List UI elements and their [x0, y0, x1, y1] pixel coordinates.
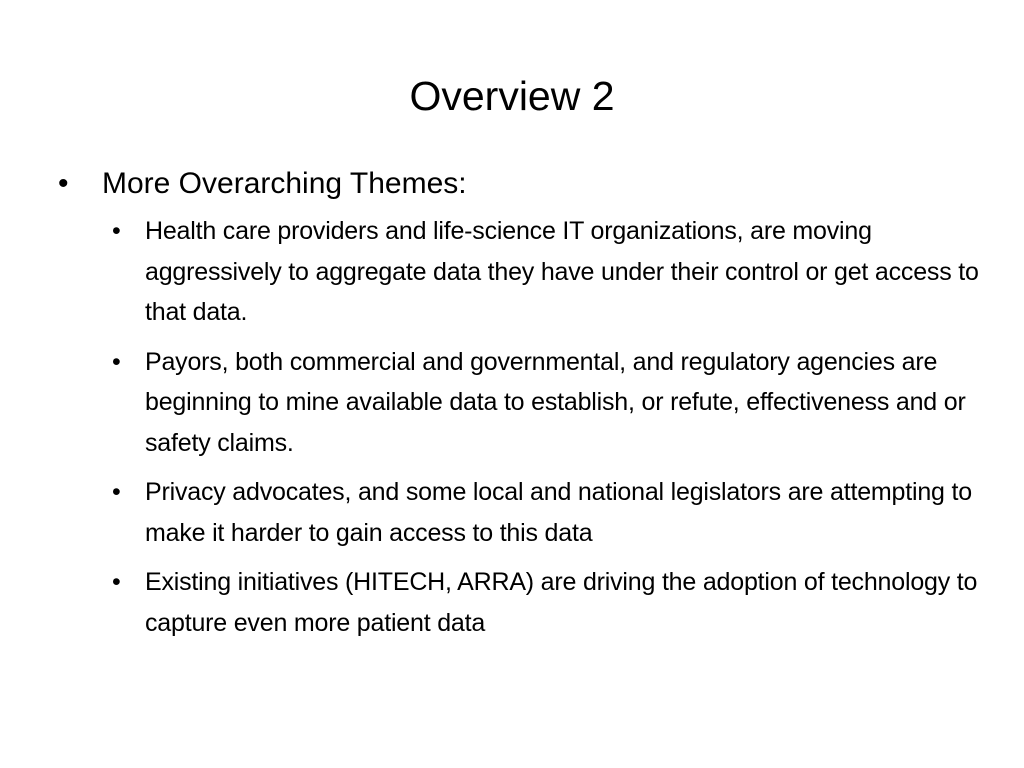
bullet-icon: •	[58, 167, 69, 200]
slide-title: Overview 2	[409, 73, 615, 119]
slide-body	[52, 163, 982, 652]
sub-bullet-item	[52, 342, 982, 464]
main-bullet-text: More Overarching Themes:	[102, 167, 467, 200]
sub-bullet-item	[52, 562, 982, 643]
sub-bullet-item	[52, 472, 982, 553]
bullet-icon: •	[112, 347, 121, 376]
sub-bullet-list	[52, 211, 982, 643]
bullet-icon: •	[112, 217, 121, 245]
bullet-icon: •	[112, 478, 121, 506]
bullet-icon: •	[112, 568, 121, 596]
sub-bullet-text: Existing initiatives (HITECH, ARRA) are driving the adoption of technology to capture even more patient data	[145, 568, 978, 637]
main-bullet-point	[52, 163, 982, 205]
sub-bullet-text: Payors, both commercial and governmental, and regulatory agencies are beginning to mine available data to establish, or refute, effectiveness and or safety claims.	[145, 347, 966, 457]
sub-bullet-text: Privacy advocates, and some local and national legislators are attempting to make it harder to gain access to this data	[145, 478, 972, 547]
sub-bullet-item	[52, 211, 982, 333]
sub-bullet-text: Health care providers and life-science IT organizations, are moving aggressively to aggregate data they have under their control or get access to that data.	[145, 217, 979, 326]
